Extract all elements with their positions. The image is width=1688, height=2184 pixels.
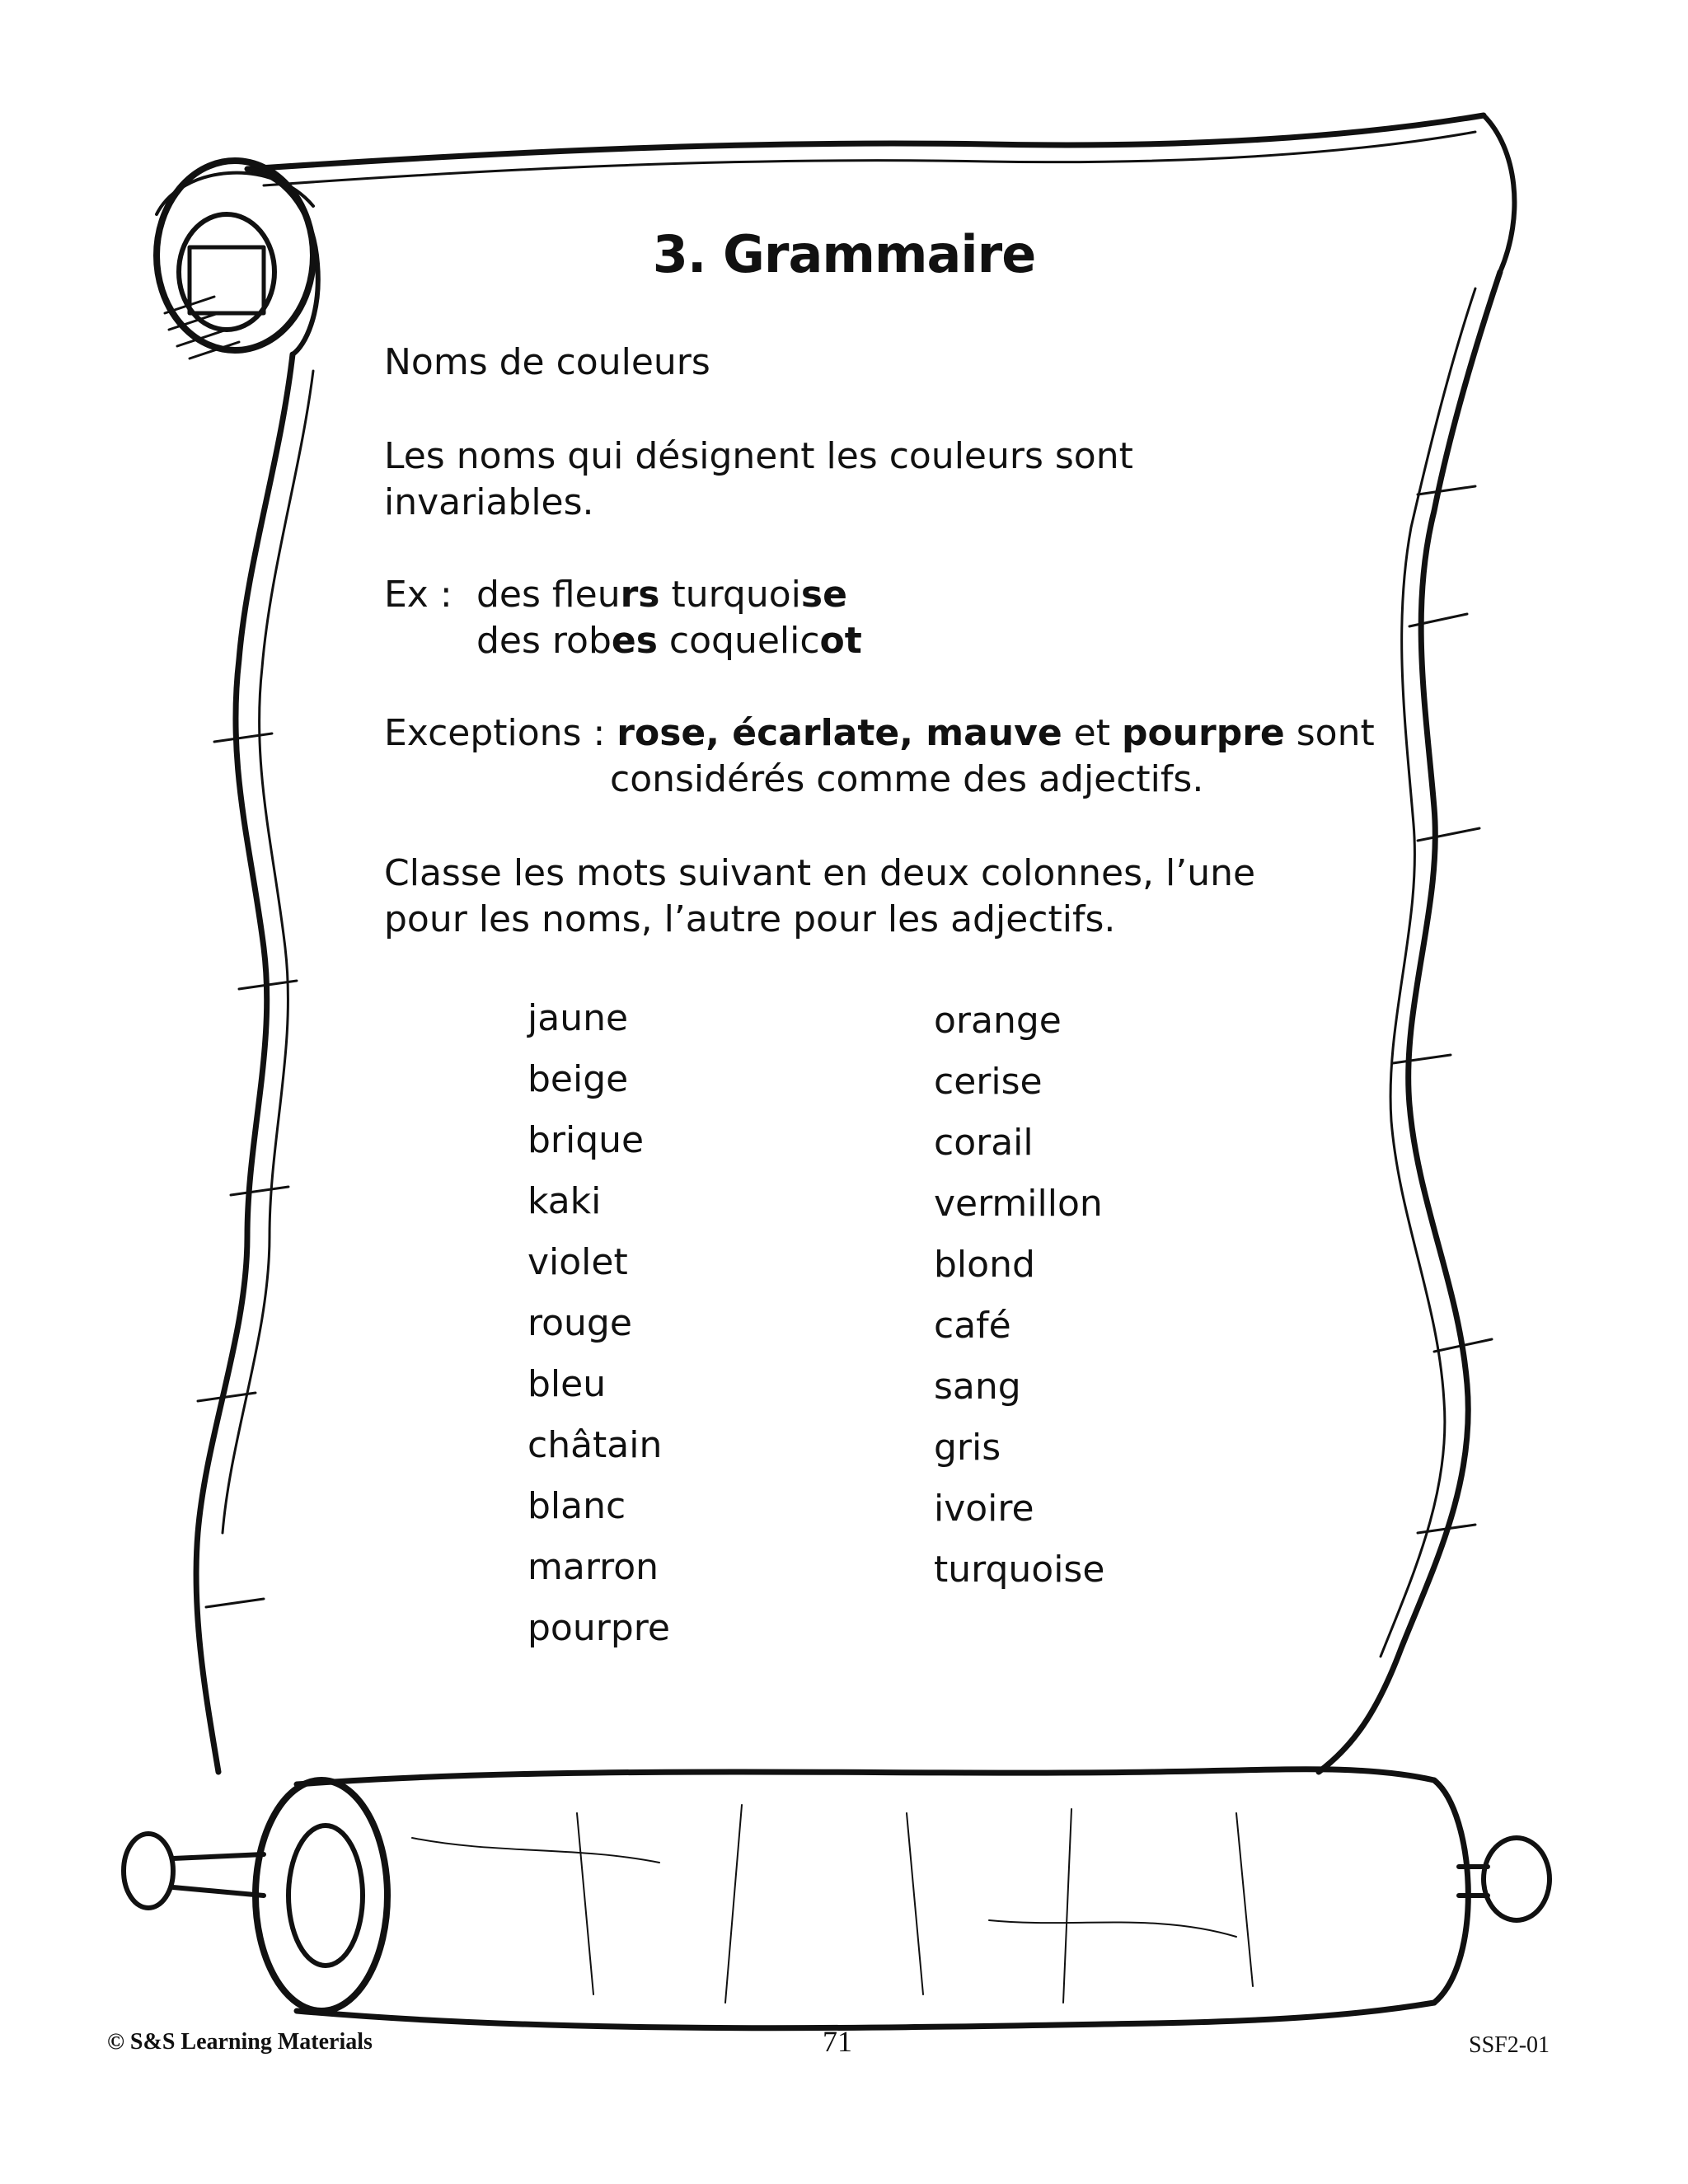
word-item: brique bbox=[528, 1119, 645, 1161]
example-1-part-c: turquoi bbox=[659, 574, 801, 616]
exceptions-line-2: considérés comme des adjectifs. bbox=[610, 758, 1204, 800]
example-line-1 bbox=[476, 572, 862, 618]
word-item: blond bbox=[934, 1244, 1035, 1286]
instruction-text bbox=[384, 851, 1255, 943]
word-item: pourpre bbox=[528, 1607, 670, 1649]
example-1-part-a: des fleu bbox=[476, 574, 621, 616]
word-item: beige bbox=[528, 1058, 629, 1100]
exceptions-tail: sont bbox=[1284, 712, 1375, 754]
word-item: cerise bbox=[934, 1061, 1043, 1103]
word-item: corail bbox=[934, 1122, 1034, 1164]
rule-line-2: invariables. bbox=[384, 481, 594, 523]
example-line-2 bbox=[476, 618, 862, 664]
word-item: orange bbox=[934, 1000, 1062, 1042]
word-list-right bbox=[934, 998, 1104, 1608]
example-2-ending-color: ot bbox=[819, 620, 862, 662]
word-list-left bbox=[528, 996, 670, 1666]
word-item: ivoire bbox=[934, 1488, 1034, 1530]
word-item: turquoise bbox=[934, 1549, 1105, 1591]
footer-copyright: © S&S Learning Materials bbox=[107, 2029, 373, 2055]
example-2-ending-noun: es bbox=[611, 620, 658, 662]
page-number: 71 bbox=[823, 2025, 852, 2058]
word-item: sang bbox=[934, 1366, 1021, 1408]
exceptions-conjunction: et bbox=[1062, 712, 1122, 754]
section-subtitle: Noms de couleurs bbox=[384, 341, 710, 383]
example-1-ending-color: se bbox=[800, 574, 847, 616]
word-item: bleu bbox=[528, 1363, 607, 1405]
example-1-ending-noun: rs bbox=[620, 574, 660, 616]
word-item: café bbox=[934, 1305, 1011, 1347]
example-2-part-a: des rob bbox=[476, 620, 612, 662]
exceptions-word-pourpre: pourpre bbox=[1121, 712, 1285, 754]
exceptions-label: Exceptions : bbox=[384, 712, 606, 754]
example-label: Ex : bbox=[384, 574, 452, 616]
document-code: SSF2-01 bbox=[1469, 2032, 1550, 2058]
word-item: marron bbox=[528, 1546, 659, 1588]
word-item: jaune bbox=[528, 997, 629, 1039]
page-title: 3. Grammaire bbox=[652, 224, 1036, 284]
instruction-line-2: pour les noms, l’autre pour les adjectifs. bbox=[384, 898, 1116, 940]
rule-line-1: Les noms qui désignent les couleurs sont bbox=[384, 435, 1133, 477]
rule-text bbox=[384, 434, 1133, 526]
example-block bbox=[476, 572, 862, 664]
word-item: kaki bbox=[528, 1180, 602, 1222]
word-item: gris bbox=[934, 1427, 1001, 1469]
exceptions-words: rose, écarlate, mauve bbox=[617, 712, 1062, 754]
word-item: rouge bbox=[528, 1302, 632, 1344]
word-item: violet bbox=[528, 1241, 628, 1283]
instruction-line-1: Classe les mots suivant en deux colonnes, l’une bbox=[384, 852, 1256, 894]
word-item: blanc bbox=[528, 1485, 626, 1527]
word-item: vermillon bbox=[934, 1183, 1103, 1225]
example-2-part-c: coquelic bbox=[657, 620, 820, 662]
word-item: châtain bbox=[528, 1424, 663, 1466]
exceptions-line-1 bbox=[384, 710, 1375, 757]
